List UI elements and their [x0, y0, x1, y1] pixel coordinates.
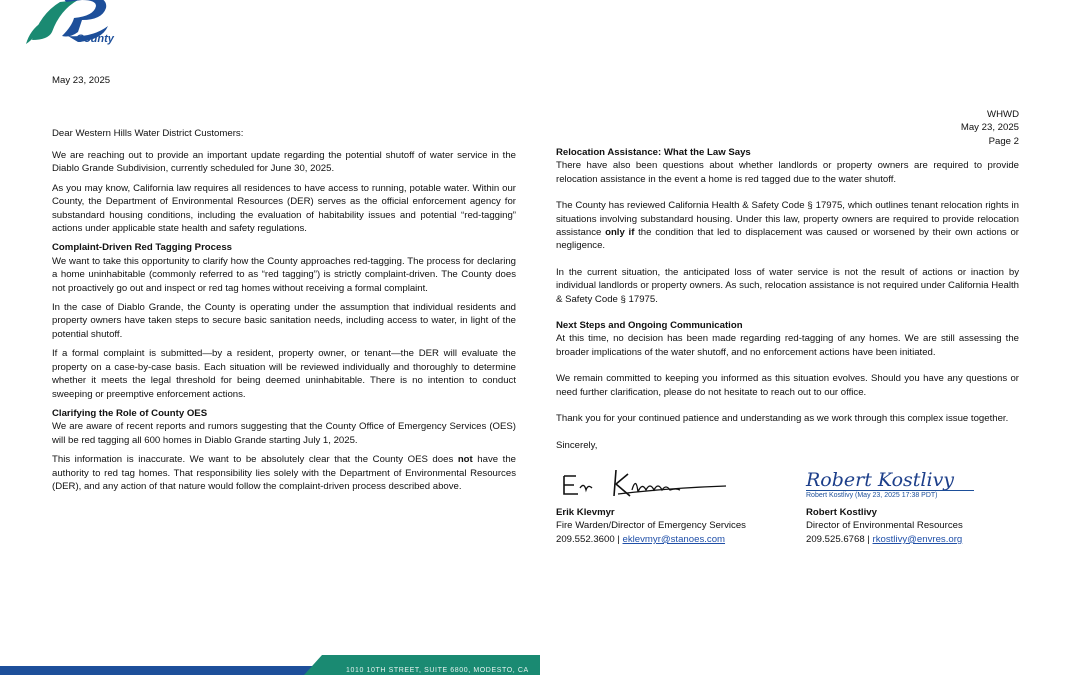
signer-1-name: Erik Klevmyr: [556, 507, 615, 518]
esignature-name: Robert Kostlivy: [806, 469, 955, 491]
next-steps-paragraph-1: At this time, no decision has been made regarding red-tagging of any homes. We are still assessing the broader implications of the water shutoff, and no enforcement actions have been initiated.: [556, 333, 1019, 358]
next-steps-paragraph-3: Thank you for your continued patience and understanding as we work through this complex issue together.: [556, 413, 1009, 425]
handwritten-signature-graphic: [558, 466, 728, 502]
signature-klevmyr: [558, 466, 728, 502]
intro-paragraph-1: We are reaching out to provide an important update regarding the potential shutoff of water service in the Diablo Grande Subdivision, currently scheduled for June 30, 2025.: [52, 150, 516, 175]
letterhead-footer: [0, 655, 540, 675]
oes-paragraph-2-part-a: This information is inaccurate. We want to be absolutely clear that the County OES does: [52, 454, 458, 466]
signer-2-contact: [806, 533, 963, 546]
page-1-body: [52, 149, 516, 493]
signer-2-name: Robert Kostlivy: [806, 507, 877, 518]
salutation: Dear Western Hills Water District Customers:: [52, 128, 244, 139]
next-steps-paragraph-2: We remain committed to keeping you informed as this situation evolves. Should you have any questions or need further clarification, please do not hesitate to reach out to our office.: [556, 373, 1019, 398]
section-heading-next-steps: Next Steps and Ongoing Communication: [556, 320, 743, 332]
relocation-paragraph-2-emphasis: only if: [605, 227, 635, 239]
signer-klevmyr: [556, 506, 746, 546]
oes-paragraph-1: We are aware of recent reports and rumors suggesting that the County Office of Emergency Services (OES) will be red tagging all 600 homes in Diablo Grande starting July 1, 2025.: [52, 421, 516, 446]
relocation-paragraph-3: In the current situation, the anticipated loss of water service is not the result of actions or inaction by individual landlords or property owners. As such, relocation assistance is not required under California Health & Safety Code § 17975.: [556, 266, 1019, 305]
header-page-number: Page 2: [988, 135, 1019, 147]
page-2-header: [961, 108, 1019, 148]
esignature-stamp: Robert Kostlivy (May 23, 2025 17:38 PDT): [806, 492, 938, 499]
section-heading-oes-role: Clarifying the Role of County OES: [52, 407, 208, 419]
intro-paragraph-2: As you may know, California law requires all residences to have access to running, potable water. Within our County, the Department of Environmental Resources (DER) serves as the official enforcement agency for substandard housing conditions, including the evaluation of habitability issues and potential “red-tagging” actions under applicable state health and safety regulations.: [52, 182, 516, 235]
county-logo-text: County: [76, 33, 114, 45]
signature-kostlivy: [806, 470, 976, 501]
red-tagging-paragraph-2: In the case of Diablo Grande, the County is operating under the assumption that individual residents and property owners have taken steps to secure basic sanitation needs, including access to water, in light of the potential shutoff.: [52, 302, 516, 340]
signer-1-title: Fire Warden/Director of Emergency Services: [556, 520, 746, 532]
footer-address: 1010 10TH STREET, SUITE 6800, MODESTO, CA: [346, 667, 529, 674]
closing: Sincerely,: [556, 439, 598, 451]
relocation-paragraph-2: [556, 199, 1019, 253]
oes-paragraph-2-emphasis: not: [457, 454, 473, 466]
red-tagging-paragraph-3: If a formal complaint is submitted—by a resident, property owner, or tenant—the DER will evaluate the property on a case-by-case basis. Each situation will be reviewed individually and thoroughly to determine whether it meets the legal threshold for being deemed uninhabitable. There is no intention to conduct sweeping or preemptive enforcement actions.: [52, 348, 516, 400]
section-heading-red-tagging: Complaint-Driven Red Tagging Process: [52, 242, 232, 254]
signer-1-email-link[interactable]: eklevmyr@stanoes.com: [622, 533, 726, 545]
header-date: May 23, 2025: [960, 122, 1019, 134]
relocation-paragraph-2-part-b: the condition that led to displacement was caused or worsened by their own actions or negligence.: [556, 227, 1019, 252]
contact-separator: |: [864, 533, 873, 545]
header-org: WHWD: [987, 109, 1019, 120]
signer-kostlivy: [806, 506, 963, 546]
red-tagging-paragraph-1: We want to take this opportunity to clarify how the County approaches red-tagging. The process for declaring a home uninhabitable (commonly referred to as “red tagging”) is strictly complaint-driven. The County does not proactively go out and inspect or red tag homes without receiving a formal complaint.: [52, 255, 516, 294]
signer-2-phone: 209.525.6768: [806, 533, 865, 545]
contact-separator: |: [614, 533, 623, 545]
section-heading-relocation: Relocation Assistance: What the Law Says: [556, 147, 751, 158]
signer-1-phone: 209.552.3600: [556, 533, 615, 545]
letter-date: May 23, 2025: [52, 75, 111, 86]
letter-page-2: [556, 146, 1019, 452]
signer-2-title: Director of Environmental Resources: [806, 520, 963, 532]
signer-1-contact: [556, 533, 746, 546]
relocation-paragraph-2-part-a: The County has reviewed California Health & Safety Code § 17975, which outlines tenant relocation rights in situations involving substandard housing. Under this law, property owners are required to provide relocation assistance: [556, 200, 1019, 239]
relocation-paragraph-1: There have also been questions about whether landlords or property owners are required to provide relocation assistance in the event a home is red tagged due to the water shutoff.: [556, 160, 1019, 185]
letter-page-1: [52, 0, 516, 675]
signer-2-email-link[interactable]: rkostlivy@envres.org: [872, 533, 963, 545]
oes-paragraph-2: [52, 453, 516, 493]
oes-paragraph-2-part-b: have the authority to red tag homes. That responsibility lies solely with the Department of Environmental Resources (DER), and any action of that nature would follow the complaint-driven process described above.: [52, 454, 516, 492]
